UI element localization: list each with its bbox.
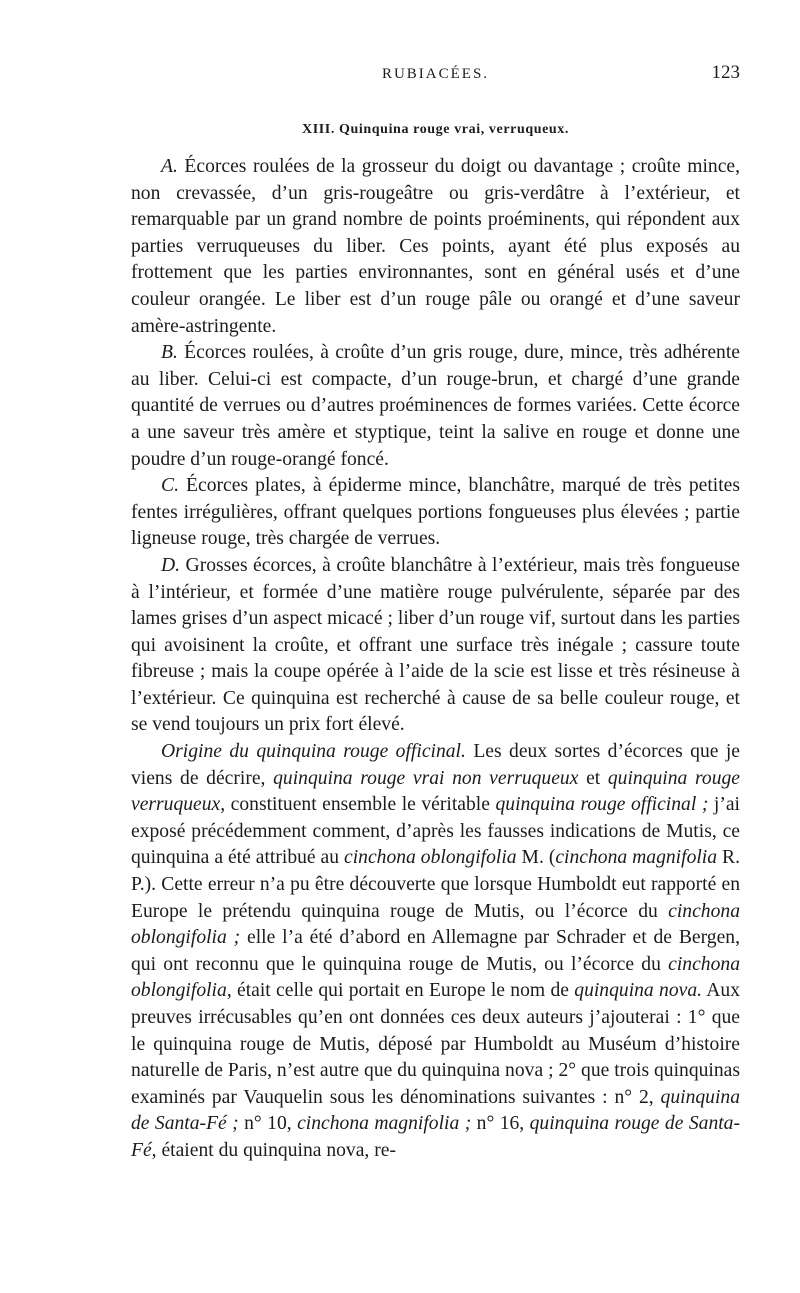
- text-run: et: [578, 767, 608, 789]
- text-run: n° 10,: [238, 1113, 298, 1135]
- italic-term: cinchona oblongifolia ;: [131, 900, 740, 949]
- page-number: 123: [711, 62, 740, 83]
- paragraph-text: Écorces roulées, à croûte d’un gris rouge, dure, mince, très adhérente au liber. Celui-ci est compacte, d’un rouge-brun, et chargé d’une grande quantité de verrues ou d’autres proéminences de formes variées. Cette écorce a une saveur très amère et styptique, teint la salive en rouge et donne une poudre d’un rouge-orangé foncé.: [131, 342, 740, 470]
- text-run: j’ai exposé précédemment comment, d’après les fausses indications de Mutis, ce quinquina a été attribué au: [131, 794, 741, 869]
- paragraph-letter: A.: [161, 156, 178, 177]
- paragraph-letter: B.: [161, 342, 178, 364]
- running-title: RUBIACÉES.: [381, 66, 490, 82]
- text-run: elle l’a été d’abord en Allemagne par Schrader et de Bergen, qui ont reconnu que le quinquina rouge de Mutis, ou l’écorce du: [131, 927, 740, 975]
- italic-term: cinchona magnifolia: [555, 847, 718, 869]
- origin-heading: Origine du quinquina rouge officinal.: [161, 741, 466, 763]
- italic-term: cinchona magnifolia ;: [297, 1113, 472, 1135]
- paragraph-text: Grosses écorces, à croûte blanchâtre à l’extérieur, mais très fongueuse à l’intérieur, et formée d’une matière rouge pulvérulente, séparée par des lames grises d’un aspect micacé ; liber d’un rouge vif, surtout dans les parties qui avoisinent la croûte, et offrant une surface très inégale ; cassure toute fibreuse ; mais la coupe opérée à l’aide de la scie est lisse et très résineuse à l’extérieur. Ce quinquina est recherché à cause de sa belle couleur rouge, et se vend toujours un prix fort élevé.: [131, 554, 740, 736]
- italic-term: quinquina rouge officinal ;: [495, 794, 709, 816]
- italic-term: cinchona oblongifolia: [131, 953, 740, 1002]
- text-run: , constituent ensemble le véritable: [220, 794, 496, 816]
- text-run: Aux preuves irrécusables qu’en ont données ces deux auteurs j’ajouterai : 1° que le quinquina rouge de Mutis, déposé par Humboldt au Muséum d’histoire naturelle de Paris, n’est autre que du quinquina nova ; 2° que trois quinquinas examinés par Vauquelin sous les dénominations suivantes : n° 2,: [131, 980, 741, 1108]
- italic-term: cinchona oblongifolia: [344, 847, 517, 869]
- italic-term: quinquina nova.: [574, 980, 703, 1002]
- paragraph-a: [131, 154, 740, 340]
- text-run: n° 16,: [471, 1113, 530, 1135]
- running-head: [131, 60, 740, 88]
- paragraph-letter: D.: [161, 554, 181, 576]
- italic-term: quinquina rouge de Santa-Fé: [131, 1113, 741, 1161]
- paragraph-b: [131, 340, 740, 473]
- italic-term: quinquina de Santa-Fé ;: [131, 1086, 740, 1135]
- italic-term: quinquina rouge verruqueux: [131, 767, 740, 816]
- paragraph-d: [131, 553, 740, 739]
- text-run: , étaient du quinquina nova, re-: [151, 1139, 396, 1161]
- book-page: [131, 60, 740, 1165]
- paragraph-letter: C.: [161, 475, 179, 497]
- text-run: Les deux sortes d’écorces que je viens de décrire,: [131, 741, 740, 789]
- italic-term: quinquina rouge vrai non verruqueux: [273, 767, 579, 789]
- paragraph-origin: [131, 739, 740, 1165]
- text-run: R. P.). Cette erreur n’a pu être découverte que lorsque Humboldt eut rapporté en Europe le prétendu quinquina rouge de Mutis, ou l’écorce du: [131, 847, 740, 922]
- paragraph-text: Écorces roulées de la grosseur du doigt ou davantage ; croûte mince, non crevassée, d’un gris-rougeâtre ou gris-verdâtre à l’extérieur, et remarquable par un grand nombre de points proéminents, qui répondent aux parties verruqueuses du liber. Ces points, ayant été plus exposés au frottement que les parties environnantes, sont en général usés et d’une couleur orangée. Le liber est d’un rouge pâle ou orangé et d’une saveur amère-astringente.: [131, 156, 740, 337]
- text-run: , était celle qui portait en Europe le nom de: [226, 980, 575, 1002]
- section-heading: XIII. Quinquina rouge vrai, verruqueux.: [301, 122, 570, 137]
- paragraph-text: Écorces plates, à épiderme mince, blanchâtre, marqué de très petites fentes irrégulières, offrant quelques portions fongueuses plus élevées ; partie ligneuse rouge, très chargée de verrues.: [131, 475, 740, 550]
- paragraph-c: [131, 473, 740, 553]
- text-run: M. (: [516, 847, 556, 869]
